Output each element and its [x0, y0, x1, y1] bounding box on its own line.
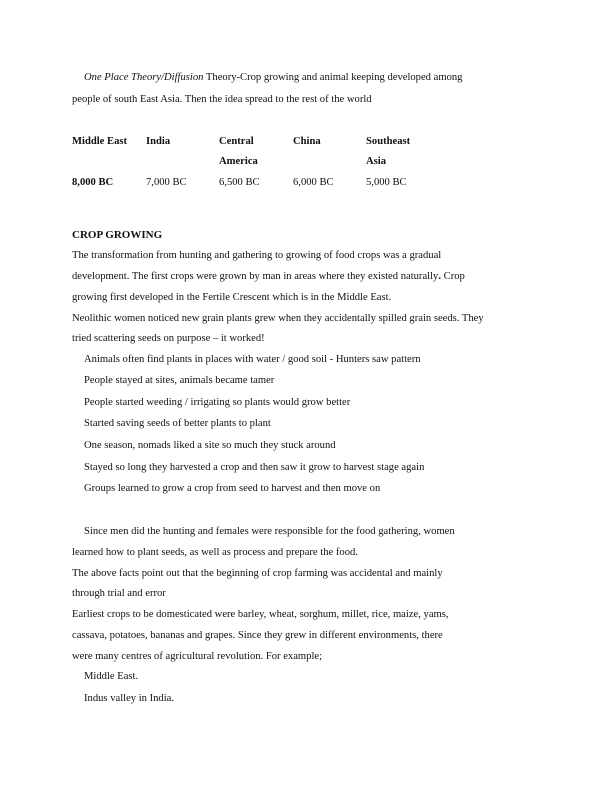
step-item: Animals often find plants in places with water / good soil - Hunters saw pattern	[84, 354, 421, 365]
paragraph-line-2-text: development. The first crops were grown by man in areas where they existed naturally	[72, 271, 439, 282]
step-item: One season, nomads liked a site so much they stuck around	[84, 440, 336, 451]
value-india: 7,000 BC	[146, 177, 187, 188]
closing-line-4: through trial and error	[72, 588, 166, 599]
paragraph-line-2	[72, 270, 465, 284]
header-central: Central	[219, 136, 254, 147]
example-item: Indus valley in India.	[84, 693, 175, 704]
paragraph-line-4: Neolithic women noticed new grain plants grew when they accidentally spilled grain seeds. They	[72, 313, 484, 324]
header-southeast: Southeast	[366, 136, 411, 147]
bold-period: .	[438, 271, 441, 282]
closing-line-2: learned how to plant seeds, as well as process and prepare the food.	[72, 547, 358, 558]
intro-line-1-text: Theory-Crop growing and animal keeping developed among	[203, 72, 463, 83]
header-india: India	[146, 136, 171, 147]
value-southeast-asia: 5,000 BC	[366, 177, 407, 188]
intro-line-2: people of south East Asia. Then the idea spread to the rest of the world	[72, 94, 372, 105]
paragraph-line-2-tail: Crop	[441, 271, 465, 282]
closing-line-5: Earliest crops to be domesticated were barley, wheat, sorghum, millet, rice, maize, yams,	[72, 609, 449, 620]
closing-line-3: The above facts point out that the beginning of crop farming was accidental and mainly	[72, 568, 443, 579]
value-central-america: 6,500 BC	[219, 177, 260, 188]
header-asia: Asia	[366, 156, 387, 167]
closing-line-1: Since men did the hunting and females were responsible for the food gathering, women	[84, 526, 455, 537]
header-middle-east: Middle East	[72, 136, 128, 147]
paragraph-line-5: tried scattering seeds on purpose – it worked!	[72, 333, 265, 344]
closing-line-6: cassava, potatoes, bananas and grapes. Since they grew in different environments, there	[72, 630, 443, 641]
example-item: Middle East.	[84, 671, 139, 682]
step-item: Groups learned to grow a crop from seed to harvest and then move on	[84, 483, 381, 494]
section-heading: CROP GROWING	[72, 229, 163, 241]
step-item: Started saving seeds of better plants to plant	[84, 418, 271, 429]
step-item: Stayed so long they harvested a crop and then saw it grow to harvest stage again	[84, 462, 425, 473]
header-china: China	[293, 136, 321, 147]
header-america: America	[219, 156, 258, 167]
paragraph-line-3: growing first developed in the Fertile Crescent which is in the Middle East.	[72, 292, 392, 303]
step-item: People started weeding / irrigating so plants would grow better	[84, 397, 351, 408]
intro-line-1	[84, 71, 462, 85]
paragraph-line-1: The transformation from hunting and gathering to growing of food crops was a gradual	[72, 250, 442, 261]
closing-line-7: were many centres of agricultural revolution. For example;	[72, 651, 323, 662]
value-middle-east: 8,000 BC	[72, 177, 114, 188]
intro-italic-term: One Place Theory/Diffusion	[84, 72, 204, 83]
step-item: People stayed at sites, animals became tamer	[84, 375, 275, 386]
value-china: 6,000 BC	[293, 177, 334, 188]
